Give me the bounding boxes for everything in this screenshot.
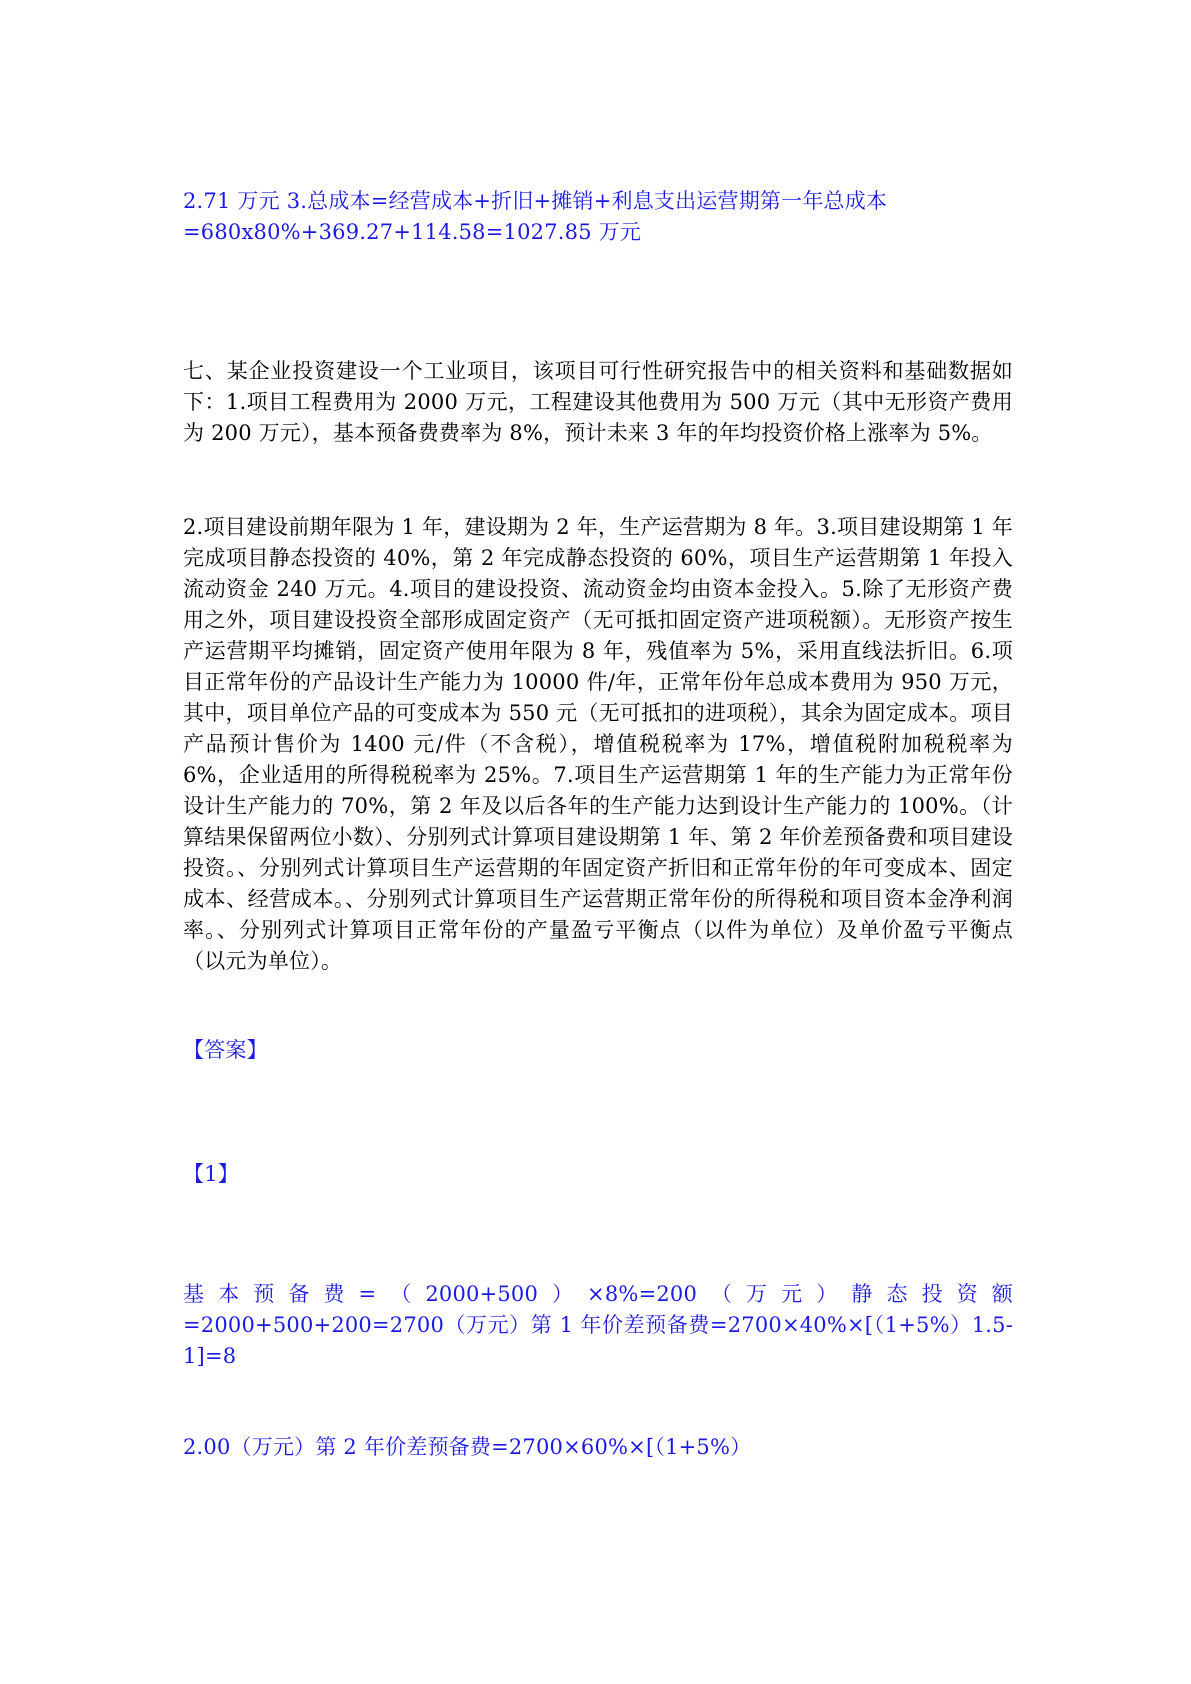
question-7-intro-paragraph: 七、某企业投资建设一个工业项目，该项目可行性研究报告中的相关资料和基础数据如下：1.项目工程费用为 2000 万元，工程建设其他费用为 500 万元（其中无形资产费用为 200 万元），基本预备费费率为 8%，预计未来 3 年的年均投资价格上涨率为 5%。 <box>183 359 1013 445</box>
answer-section-label: 【1】 <box>183 1162 239 1186</box>
previous-answer-line-1: 2.71 万元 3.总成本=经营成本+折旧+摊销+利息支出运营期第一年总成本 <box>183 189 888 213</box>
answer-part-2-paragraph: 2.00（万元）第 2 年价差预备费=2700×60%×[（1+5%） <box>183 1435 752 1459</box>
question-7-details-paragraph: 2.项目建设前期年限为 1 年，建设期为 2 年，生产运营期为 8 年。3.项目建设期第 1 年完成项目静态投资的 40%，第 2 年完成静态投资的 60%，项目生产运营期第 1 年投入流动资金 240 万元。4.项目的建设投资、流动资金均由资本金投入。5.除了无形资产费用之外，项目建设投资全部形成固定资产（无可抵扣固定资产进项税额）。无形资产按生产运营期平均摊销，固定资产使用年限为 8 年，残值率为 5%，采用直线法折旧。6.项目正常年份的产品设计生产能力为 10000 件/年，正常年份年总成本费用为 950 万元，其中，项目单位产品的可变成本为 550 元（无可抵扣的进项税），其余为固定成本。项目产品预计售价为 1400 元/件（不含税），增值税税率为 17%，增值税附加税税率为 6%，企业适用的所得税税率为 25%。7.项目生产运营期第 1 年的生产能力为正常年份设计生产能力的 70%，第 2 年及以后各年的生产能力达到设计生产能力的 100%。（计算结果保留两位小数）、分别列式计算项目建设期第 1 年、第 2 年价差预备费和项目建设投资。、分别列式计算项目生产运营期的年固定资产折旧和正常年份的年可变成本、固定成本、经营成本。、分别列式计算项目生产运营期正常年份的所得税和项目资本金净利润率。、分别列式计算项目正常年份的产量盈亏平衡点（以件为单位）及单价盈亏平衡点（以元为单位）。 <box>183 515 1013 973</box>
answer-part-1-paragraph: 基本预备费=（2000+500）×8%=200（万元）静态投资额=2000+500+200=2700（万元）第 1 年价差预备费=2700×40%×[（1+5%）1.5-1]=8 <box>183 1282 1013 1368</box>
answer-label: 【答案】 <box>183 1038 268 1062</box>
previous-answer-block <box>183 186 1013 248</box>
previous-answer-line-2: =680x80%+369.27+114.58=1027.85 万元 <box>183 220 642 244</box>
